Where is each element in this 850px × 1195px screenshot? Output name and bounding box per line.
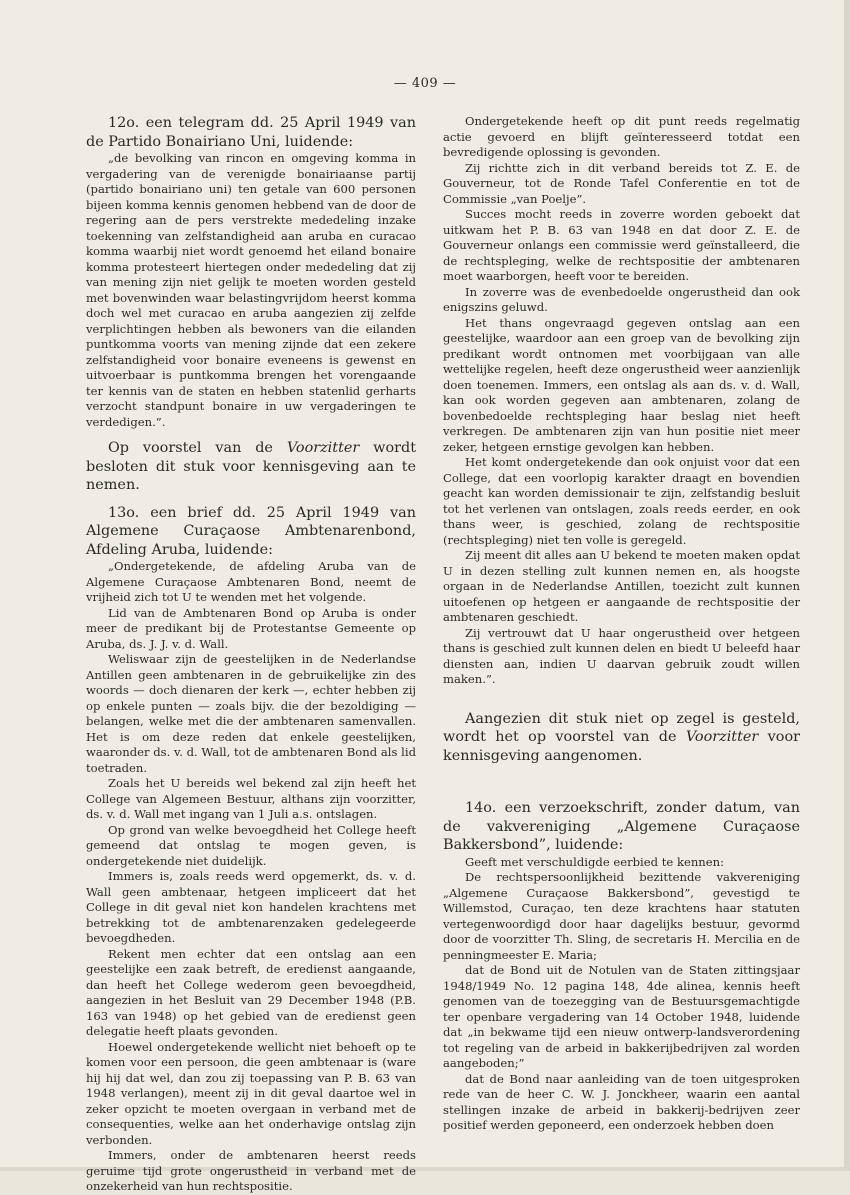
- letter-paragraph: Zoals het U bereids wel bekend zal zijn heeft het College van Algemeen Bestuur, althans zijn voorzitter, ds. v. d. Wall met ingang van 1 Juli a.s. ontslagen.: [86, 776, 416, 821]
- letter-paragraph: Het komt ondergetekende dan ook onjuist voor dat een College, dat een voorlopig karakter draagt en bovendien geacht kan worden demissionair te zijn, zelfstandig besluit tot het verlenen van ontslagen, zoals reeds eerder, en ook thans weer, is geschied, zolang de rechtspositie (rechtspleging) niet ten volle is geregeld.: [443, 455, 800, 547]
- letter-paragraph: Op grond van welke bevoegdheid het College heeft gemeend dat ontslag te mogen geven, is ondergetekende niet duidelijk.: [86, 822, 416, 868]
- letter-paragraph: Weliswaar zijn de geestelijken in de Nederlandse Antillen geen ambtenaren in de gebruikelijke zin des woords — doch dienaren der kerk —, echter hebben zij op enkele punten — zoals bijv. die der bezoldiging — belangen, welke met die der ambtenaren samenvallen. Het is om deze reden dat enkele geestelijken, waaronder ds. v. d. Wall, tot de ambtenaren Bond als lid toetraden.: [86, 652, 416, 775]
- item-12-decision: [86, 439, 416, 495]
- item-12-heading: 12o. een telegram dd. 25 April 1949 van de Partido Bonairiano Uni, luidende:: [86, 115, 416, 150]
- letter-paragraph: Succes mocht reeds in zoverre worden geboekt dat uitkwam het P. B. 63 van 1948 en dat door Z. E. de Gouverneur onlangs een commissie werd geïnstalleerd, die de rechtspleging, welke de rechtspositie der ambtenaren moet waarborgen, heeft voor te bereiden.: [443, 207, 800, 283]
- decision-text: voor kennisgeving aangenomen.: [443, 729, 800, 764]
- right-column: [443, 114, 800, 1134]
- page-number: — 409 —: [393, 76, 457, 91]
- petition-paragraph: dat de Bond uit de Notulen van de Staten zittingsjaar 1948/1949 No. 12 pagina 148, 4de alinea, kennis heeft genomen van de toezegging van de Bestuursgemachtigde ter openbare vergadering van 14 October 1948, luidende dat „in bekwame tijd een nieuw ontwerp-landsverordening tot regeling van de arbeid in bakkerijbedrijven zal worden aangeboden;”: [443, 963, 800, 1070]
- left-column: [86, 114, 416, 1195]
- decision-text: Op voorstel van de: [108, 440, 287, 456]
- letter-paragraph: Immers, onder de ambtenaren heerst reeds geruime tijd grote ongerustheid in verband met de onzekerheid van hun rechtspositie.: [86, 1148, 416, 1193]
- decision-text: Aangezien dit stuk niet op zegel is gesteld, wordt het op voorstel van de: [443, 710, 800, 745]
- item-13-heading: 13o. een brief dd. 25 April 1949 van Algemene Curaçaose Ambtenarenbond, Afdeling Aruba, luidende:: [86, 504, 416, 558]
- letter-paragraph: Zij vertrouwt dat U haar ongerustheid over hetgeen thans is geschied zult kunnen delen en biedt U beleefd haar diensten aan, indien U daarvan gebruik zoudt willen maken.”.: [443, 625, 800, 686]
- petition-paragraph: Geeft met verschuldigde eerbied te kennen:: [465, 854, 724, 869]
- item-14-petition: [443, 855, 800, 1134]
- letter-paragraph: Lid van de Ambtenaren Bond op Aruba is onder meer de predikant bij de Protestantse Gemeente op Aruba, ds. J. J. v. d. Wall.: [86, 605, 416, 651]
- letter-paragraph: „Ondergetekende, de afdeling Aruba van de Algemene Curaçaose Ambtenaren Bond, neemt de vrijheid zich tot U te wenden met het volgende.: [86, 559, 416, 604]
- chair-term: Voorzitter: [286, 440, 360, 456]
- letter-paragraph: Hoewel ondergetekende wellicht niet behoeft op te komen voor een persoon, die geen ambtenaar is (ware hij hij dat wel, dan zou zij toepassing van P. B. 63 van 1948 verlangen), meent zij in dit geval daartoe wel in zeker opzicht te moeten overgaan in verband met de consequenties, welke aan het onderhavige ontslag zijn verbonden.: [86, 1039, 416, 1147]
- item-13-decision: [443, 710, 800, 766]
- letter-paragraph: In zoverre was de evenbedoelde ongerustheid dan ook enigszins geluwd.: [443, 284, 800, 314]
- letter-paragraph: Immers is, zoals reeds werd opgemerkt, ds. v. d. Wall geen ambtenaar, hetgeen impliceert dat het College in dit geval niet kon handelen krachtens met betrekking tot de ambtenarenzaken gedelegeerde bevoegdheden.: [86, 869, 416, 945]
- letter-paragraph: Ondergetekende heeft op dit punt reeds regelmatig actie gevoerd en blijft geïnteresseerd totdat een bevredigende oplossing is gevonden.: [443, 114, 800, 159]
- decision-text: wordt besloten dit stuk voor kennisgeving aan te nemen.: [86, 440, 416, 493]
- letter-paragraph: Zij meent dit alles aan U bekend te moeten maken opdat U in dezen stelling zult kunnen nemen en, als hoogste orgaan in de Nederlandse Antillen, toezicht zult kunnen uitoefenen op hetgeen er aangaande de rechtspositie der ambtenaren geschiedt.: [443, 548, 800, 624]
- item-13-letter: [86, 559, 416, 1195]
- letter-paragraph: Rekent men echter dat een ontslag aan een geestelijke een zaak betreft, de eredienst aangaande, dan heeft het College wederom geen bevoegdheid, aangezien in het Besluit van 29 December 1948 (P.B. 163 van 1948) op het gebied van de eredienst geen delegatie heeft plaats gevonden.: [86, 946, 416, 1038]
- chair-term: Voorzitter: [685, 729, 759, 745]
- item-14-heading: 14o. een verzoekschrift, zonder datum, van de vakvereniging „Algemene Curaçaose Bakkersbond”, luidende:: [443, 800, 800, 853]
- letter-paragraph: Zij richtte zich in dit verband bereids tot Z. E. de Gouverneur, tot de Ronde Tafel Conferentie en tot de Commissie „van Poelje”.: [443, 160, 800, 206]
- petition-paragraph: De rechtspersoonlijkheid bezittende vakvereniging „Algemene Curaçaose Bakkersbond”, gevestigd te Willemstod, Curaçao, ten deze krachtens haar statuten vertegenwoordigd door haar dagelijks bestuur, gevormd door de voorzitter Th. Sling, de secretaris H. Mercilia en de penningmeester E. Maria;: [443, 870, 800, 962]
- item-13-letter-continued: [443, 114, 800, 688]
- letter-paragraph: Het thans ongevraagd gegeven ontslag aan een geestelijke, waardoor aan een groep van de bevolking zijn predikant wordt ontnomen met voorbijgaan van alle wettelijke regelen, heeft deze ongerustheid weer aanzienlijk doen toenemen. Immers, een ontslag als aan ds. v. d. Wall, kan ook worden gegeven aan ambtenaren, zolang de bovenbedoelde rechtspleging haar beslag niet heeft verkregen. De ambtenaren zijn van hun positie niet meer zeker, hetgeen ernstige gevolgen kan hebben.: [443, 315, 800, 454]
- item-12-telegram-text: „de bevolking van rincon en omgeving komma in vergadering van de verenigde bonairiaanse partij (partido bonairiano uni) ten getale van 600 personen bijeen komma kennis genomen hebbend van de door de regering aan de pers verstrekte mededeling inzake toekenning van zelfstandigheid aan aruba en curacao komma waarbij niet wordt genoemd het eiland bonaire komma protesteert hiertegen onder mededeling dat zij van mening zijn niet gelijk te moeten worden gesteld met bovenwinden waar belastingvrijdom heerst komma doch wel met curacao en aruba aangezien zij zelfde verplichtingen hebben als bewoners van die eilanden puntkomma voorts van mening zijnde dat een zekere zelfstandigheid voor bonaire eveneens is gewenst en uitvoerbaar is puntkomma brengen het vorengaande ter kennis van de staten en hebben statenlid gerharts verzocht standpunt bonaire in uw vergaderingen te verdedigen.”.: [86, 151, 416, 429]
- petition-paragraph: dat de Bond naar aanleiding van de toen uitgesproken rede van de heer C. W. J. Jonckheer, waarin een aantal stellingen inzake de arbeid in bakkerij-bedrijven zeer positief werden geponeerd, een onderzoek hebben doen: [443, 1071, 800, 1132]
